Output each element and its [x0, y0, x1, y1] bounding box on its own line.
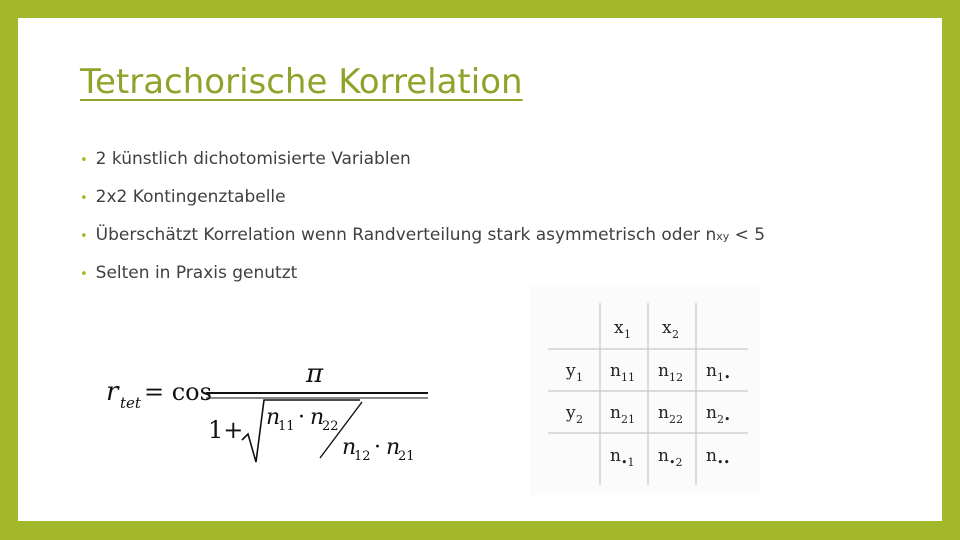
formula-n11-sub: 11 — [278, 419, 295, 434]
cell-ndot2: n — [658, 446, 669, 466]
cell-n11-sub: 11 — [621, 371, 635, 384]
cell-n2dot: n — [706, 403, 717, 423]
row-label-y1-sub: 1 — [576, 371, 583, 384]
cell-n1dot: n — [706, 361, 717, 381]
formula-n22-sub: 22 — [322, 419, 339, 434]
contingency-table — [530, 285, 760, 495]
row-label-y2: y — [566, 403, 576, 423]
slide-title: Tetrachorische Korrelation — [80, 62, 523, 102]
col-header-x1: x — [614, 318, 624, 338]
cell-n22: n — [658, 403, 669, 423]
bullet-dot-icon: • — [80, 153, 88, 168]
cell-n1dot-sub: 1• — [717, 371, 731, 384]
formula-numerator: π — [306, 359, 324, 389]
formula-equals-cos: = cos — [144, 378, 212, 406]
formula-dot-2: · — [374, 435, 381, 460]
bullet-text: 2x2 Kontingenztabelle — [95, 187, 286, 207]
cell-ndotdot: n — [706, 446, 717, 466]
col-header-x2-sub: 2 — [672, 328, 679, 341]
formula-one-plus: 1+ — [208, 416, 244, 444]
tetrachoric-formula — [88, 346, 438, 476]
cell-ndot1-sub: •1 — [621, 456, 635, 469]
bullet-dot-icon: • — [80, 267, 88, 282]
cell-n12: n — [658, 361, 669, 381]
cell-n11: n — [610, 361, 621, 381]
formula-n12-sub: 12 — [354, 449, 371, 464]
col-header-x2: x — [662, 318, 672, 338]
cell-ndotdot-sub: •• — [717, 456, 730, 469]
row-label-y1: y — [566, 361, 576, 381]
cell-n12-sub: 12 — [669, 371, 683, 384]
bullet-item — [80, 224, 765, 262]
formula-dot: · — [298, 405, 305, 430]
bullet-text: Selten in Praxis genutzt — [95, 263, 298, 283]
bullet-item — [80, 186, 765, 224]
bullet-list — [80, 148, 765, 300]
bullet-suffix: < 5 — [729, 225, 766, 245]
formula-n21: n — [386, 435, 401, 460]
bullet-item — [80, 148, 765, 186]
formula-n11: n — [266, 405, 281, 430]
bullet-subscript: xy — [716, 230, 730, 243]
cell-n2dot-sub: 2• — [717, 413, 731, 426]
bullet-dot-icon: • — [80, 229, 88, 244]
row-label-y2-sub: 2 — [576, 413, 583, 426]
cell-n21-sub: 21 — [621, 413, 635, 426]
bullet-text: Überschätzt Korrelation wenn Randverteilung stark asymmetrisch oder n — [95, 225, 717, 245]
formula-lhs: r — [106, 377, 119, 407]
formula-lhs-sub: tet — [120, 394, 141, 412]
col-header-x1-sub: 1 — [624, 328, 631, 341]
cell-n22-sub: 22 — [669, 413, 683, 426]
bullet-dot-icon: • — [80, 191, 88, 206]
bullet-text: 2 künstlich dichotomisierte Variablen — [95, 149, 411, 169]
cell-ndot1: n — [610, 446, 621, 466]
cell-n21: n — [610, 403, 621, 423]
formula-n21-sub: 21 — [398, 449, 415, 464]
cell-ndot2-sub: •2 — [669, 456, 683, 469]
formula-n12: n — [342, 435, 357, 460]
formula-n22: n — [310, 405, 325, 430]
